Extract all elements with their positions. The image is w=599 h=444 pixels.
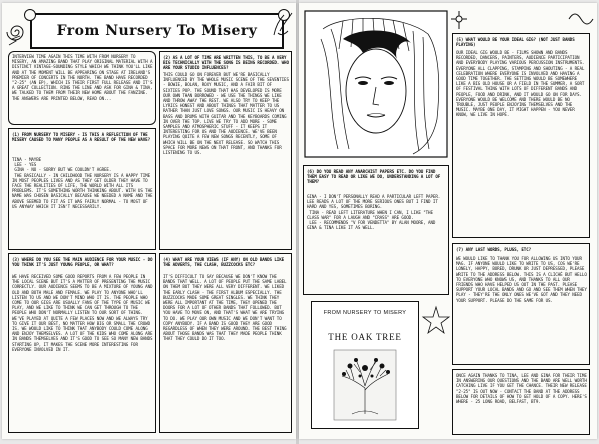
q4-answer: IT'S DIFFICULT TO SAY BECAUSE WE DON'T KNOW THE BANDS THAT WELL. A LOT OF PEOPLE PUT THE SAME LABEL ON THEM BUT THEY WERE ALL VERY DIFFERENT. WE LIKED THE EARLY CLASH - THE FIRST ALBUM ESPECIALLY. THE BUZZCOCKS MADE SOME GREAT SINGLES. WE THINK THEY WERE ALL IMPORTANT AT THE TIME, THEY OPENED THE DOORS FOR A LOT OF OTHER BANDS THAT FOLLOWED. BUT YOU HAVE TO MOVE ON, AND THAT'S WHAT WE ARE TRYING TO DO. WE PLAY OUR OWN MUSIC AND WE DON'T WANT TO COPY ANYBODY. IF A BAND IS GOOD THEY ARE GOOD REGARDLESS OF WHEN THEY WERE AROUND. THE BEST THING ABOUT THOSE BANDS WAS THAT THEY MADE PEOPLE THINK THAT THEY COULD DO IT TOO. <box>163 274 289 342</box>
label-band-name: FROM NURSERY TO MISERY <box>323 310 407 316</box>
q2-question: (2) AS A LOT OF TIME ARE WRITTEN THIS, TO BE A VERY BIG TECHNICALLY WITH THE SONG IS BEING RECORDED. WHO ARE YOUR STUDIO INFLUENCES? <box>163 55 292 71</box>
tree-illustration <box>332 348 398 422</box>
q4-question: (4) WHAT ARE YOUR VIEWS (IF ANY) ON OLD BANDS LIKE THE ADVERTS, THE CLASH, BUZZCOCKS ETC? <box>163 257 287 268</box>
q3-question: (3) WHERE DO YOU SEE THE MAIN AUDIENCE FOR YOUR MUSIC - DO YOU THINK IT'S JUST YOUNG PEOPLE, OR WHAT? <box>12 257 155 268</box>
q5-answer: OUR IDEAL GIG WOULD BE - FILMS SHOWN AND BANDS RECORDED, DANCERS, PAINTERS, AUDIENCE PARTICIPATION AND EVERYBODY PLAYING VARIOUS PERCUSSION INSTRUMENTS. EVERYONE ALL CLAPPING, STAMPING AND SHOUTING - A REAL CELEBRATION WHERE EVERYONE IS INVOLVED AND HAVING A GOOD TIME TOGETHER. THE SETTING WOULD BE SOMEWHERE LIKE A BIG OLD HOUSE OR A FIELD IN THE SUMMER, A SORT OF FESTIVAL THING WITH LOTS OF DIFFERENT BANDS AND PEOPLE, FOOD AND DRINK, AND IT WOULD GO ON FOR DAYS. EVERYONE WOULD BE WELCOME AND THERE WOULD BE NO TROUBLE, JUST PEOPLE ENJOYING THEMSELVES AND THE MUSIC. MAYBE ONE DAY, IT MIGHT HAPPEN - YOU NEVER KNOW, WE LIVE IN HOPE. <box>456 50 587 118</box>
left-page <box>2 3 296 439</box>
intro-text: INTERVIEW TIME AGAIN THIS TIME WITH FROM NURSERY TO MISERY, AN AMAZING BAND THAT PLAY ORIGINAL MATERIAL WITH A DISTINCT VINTAGE-SOUNDING STYLE WHICH WE THINK YOU'LL LIKE AND AT THE MOMENT WILL BE APPEARING ON STAGE AT IRELAND'S PREMIER OF CONCERTS IN THE NORTH. THE BAND HAVE RECORDED "2-25" (AN EP), WHICH IS THEIR FIRST FULL RELEASE AND IT'S A GREAT COLLECTION. RING THE LINE AND ASK FOR GINA & TINA, WE TALKED TO THEM FROM THEIR NEW HOME ABOUT THE FANZINE. THE ANSWERS ARE PRINTED BELOW, READ ON... <box>12 54 155 101</box>
label-title: THE OAK TREE <box>328 332 402 342</box>
q1-question: (1) FROM NURSERY TO MISERY - IS THIS A REFLECTION OF THE MISERY CAUSED TO MANY PEOPLE AS A RESULT OF THE NEW WAVE? <box>12 132 151 143</box>
q1-answer: TINA - MAYBE LEE - YES GINA - NO - SORRY BUT WE COULDN'T AGREE. THE BASICALLY - IN CHILDHOOD THE NURSERY IS A HAPPY TIME IN MOST PEOPLES LIVES AND AS THEY GET OLDER THEY HAVE TO FACE THE REALITIES OF LIFE, THE WORLD WITH ALL ITS PROBLEMS. IT'S SOMETHING WORTH THINKING ABOUT. WITH US THE NAME WAS CHOSEN BASICALLY BECAUSE WE NEEDED A NAME AND THE ABOVE SEEMED TO FIT AS IT WAS FAIRLY NORMAL - TO MOST OF US ANYWAY WHICH IT ISN'T NECESSARILY. <box>12 157 153 209</box>
intro-box <box>8 51 156 125</box>
hand-doodle-icon <box>270 9 296 39</box>
right-page <box>299 3 597 439</box>
q6-question: (6) DO YOU READ ANY ANARCHIST PAPERS ETC. DO YOU FIND THEM EASY TO READ OR LIKE WE DO, UNDERSTANDING A LOT OF THEM? <box>307 169 443 185</box>
q7-answer: WE WOULD LIKE TO THANK YOU FOR ALLOWING US INTO YOUR MAG. IF ANYONE WOULD LIKE TO WRITE TO US, COS WE'RE LONELY, HAPPY, BORED, DRUNK OR JUST DEPRESSED, PLEASE WRITE TO THE ADDRESS BELOW. THIS IS A CLICHÉ BUT HELLO TO EVERYONE WHO KNOWS US, AND THANKS TO ALL OUR FRIENDS WHO HAVE HELPED US OUT IN THE PAST. PLEASE SUPPORT YOUR LOCAL BANDS AND GO AND SEE THEM WHEN THEY PLAY - THEY'RE THE ONLY ONES WE'VE GOT AND THEY NEED YOUR SUPPORT. PLEASE DO THE SAME FOR US. <box>456 256 590 303</box>
q3-box <box>8 253 156 433</box>
q5-box <box>452 33 590 238</box>
q6-answer: GINA - I DON'T PERSONALLY READ A PARTICULAR LEFT PAPER. LEE READS A LOT OF THE MORE SERIOUS ONES BUT I FIND IT HARD AND YES, SOMETIMES BORING. TINA - READ LEFT LITERATURE WHEN I CAN, I LIKE "THE CLASS WAR" FOR A LAUGH AND "CRASS" ARE GOOD. LEE - RECOMMENDS "V FOR VENDETTA" BY ALAN MOORE, AND GINA & TINA LIKE IT AS WELL. <box>307 194 441 231</box>
q2-box <box>159 51 292 250</box>
outro-box <box>452 369 590 435</box>
outro-text: ONCE AGAIN THANKS TO TINA, LEE AND GINA FOR THEIR TIME IN ANSWERING OUR QUESTIONS AND THE BAND ARE WELL WORTH CATCHING LIVE IF YOU GET THE CHANCE. THEIR NEW RELEASE "2-25" IS OUT NOW - CONTACT THE BAND AT THE ADDRESS BELOW FOR DETAILS OF HOW TO GET HOLD OF A COPY. HERE'S WHERE - 25 LONG ROAD, BELFAST, BT9. <box>456 373 590 405</box>
flower-doodle-icon <box>449 9 469 31</box>
face-illustration <box>303 9 449 159</box>
spiral-doodle-icon <box>6 17 28 47</box>
q4-box <box>159 253 292 433</box>
q3-answer: WE HAVE RECEIVED SOME GOOD REPORTS FROM A FEW PEOPLE IN THE LOCAL SCENE BUT IT'S A MATTER OF PRESENTING THE MUSIC CORRECTLY. OUR AUDIENCE SEEMS TO BE A MIXTURE OF YOUNG AND OLD AND BOTH MALE AND FEMALE. WE PLAY TO ANYONE WHO'LL LISTEN TO US AND WE DON'T MIND WHO IT IS. THE PEOPLE WHO COME TO OUR GIGS ARE USUALLY FANS OF THE TYPE OF MUSIC WE PLAY, AND WE LIKE TO THINK WE CAN GET THROUGH TO THE PEOPLE WHO DON'T NORMALLY LISTEN TO OUR SORT OF THING. WE'VE PLAYED AT QUITE A FEW PLACES NOW AND WE ALWAYS TRY TO GIVE IT OUR BEST, NO MATTER HOW BIG OR SMALL THE CROWD IS. WE WOULD LIKE TO THINK THAT ANYBODY COULD COME ALONG AND ENJOY THEMSELVES. A LOT OF THE KIDS WHO COME ALONG ARE IN BANDS THEMSELVES AND IT'S GOOD TO SEE SO MANY NEW BANDS STARTING UP, IT MAKES THE SCENE MORE INTERESTING FOR EVERYONE INVOLVED IN IT. <box>12 274 155 352</box>
q7-question: (7) ANY LAST WORDS, PLUGS, ETC? <box>456 247 532 252</box>
oak-tree-label-card <box>311 301 419 429</box>
q2-answer: THIS COULD GO ON FOREVER BUT WE'RE BASICALLY INFLUENCED BY THE WHOLE MUSIC SCENE OF THE SEVENTIES - BOWIE, BOLAN, ROXY MUSIC, AND A FAIR BIT OF SIXTIES POP. THE SOUND THAT HAS DEVELOPED IS MORE OUR OWN THAN BORROWED - WE USE THE THINGS WE LIKE AND THROW AWAY THE REST. WE ALSO TRY TO KEEP THE LYRICS HONEST AND ABOUT THINGS THAT MATTER TO US RATHER THAN JUST LOVE SONGS. OUR MUSIC IS HEAVY ON BASS AND DRUMS WITH GUITAR AND THE KEYBOARDS COMING IN OVER THE TOP. LIVE WE TRY TO ADD MORE - SOME SAMPLES AND ATMOSPHERIC STUFF - IT KEEPS IT INTERESTING FOR US AND THE AUDIENCE. WE'VE BEEN PLAYING QUITE A FEW NEW SONGS RECENTLY, SOME OF WHICH WILL BE ON THE NEXT RELEASE. SO WATCH THIS SPACE FOR MORE NEWS ON THAT FRONT, AND THANKS FOR LISTENING TO US. <box>163 72 292 156</box>
q5-question: (5) WHAT WOULD BE YOUR IDEAL GIG? (NOT JUST BANDS PLAYING) <box>456 37 578 48</box>
page-title: From Nursery To Misery <box>30 13 284 49</box>
q1-box <box>8 128 156 250</box>
star-doodle-icon <box>421 303 451 343</box>
scribble-doodle-icon <box>567 7 595 29</box>
q6-box <box>303 165 449 295</box>
q7-box <box>452 243 590 365</box>
